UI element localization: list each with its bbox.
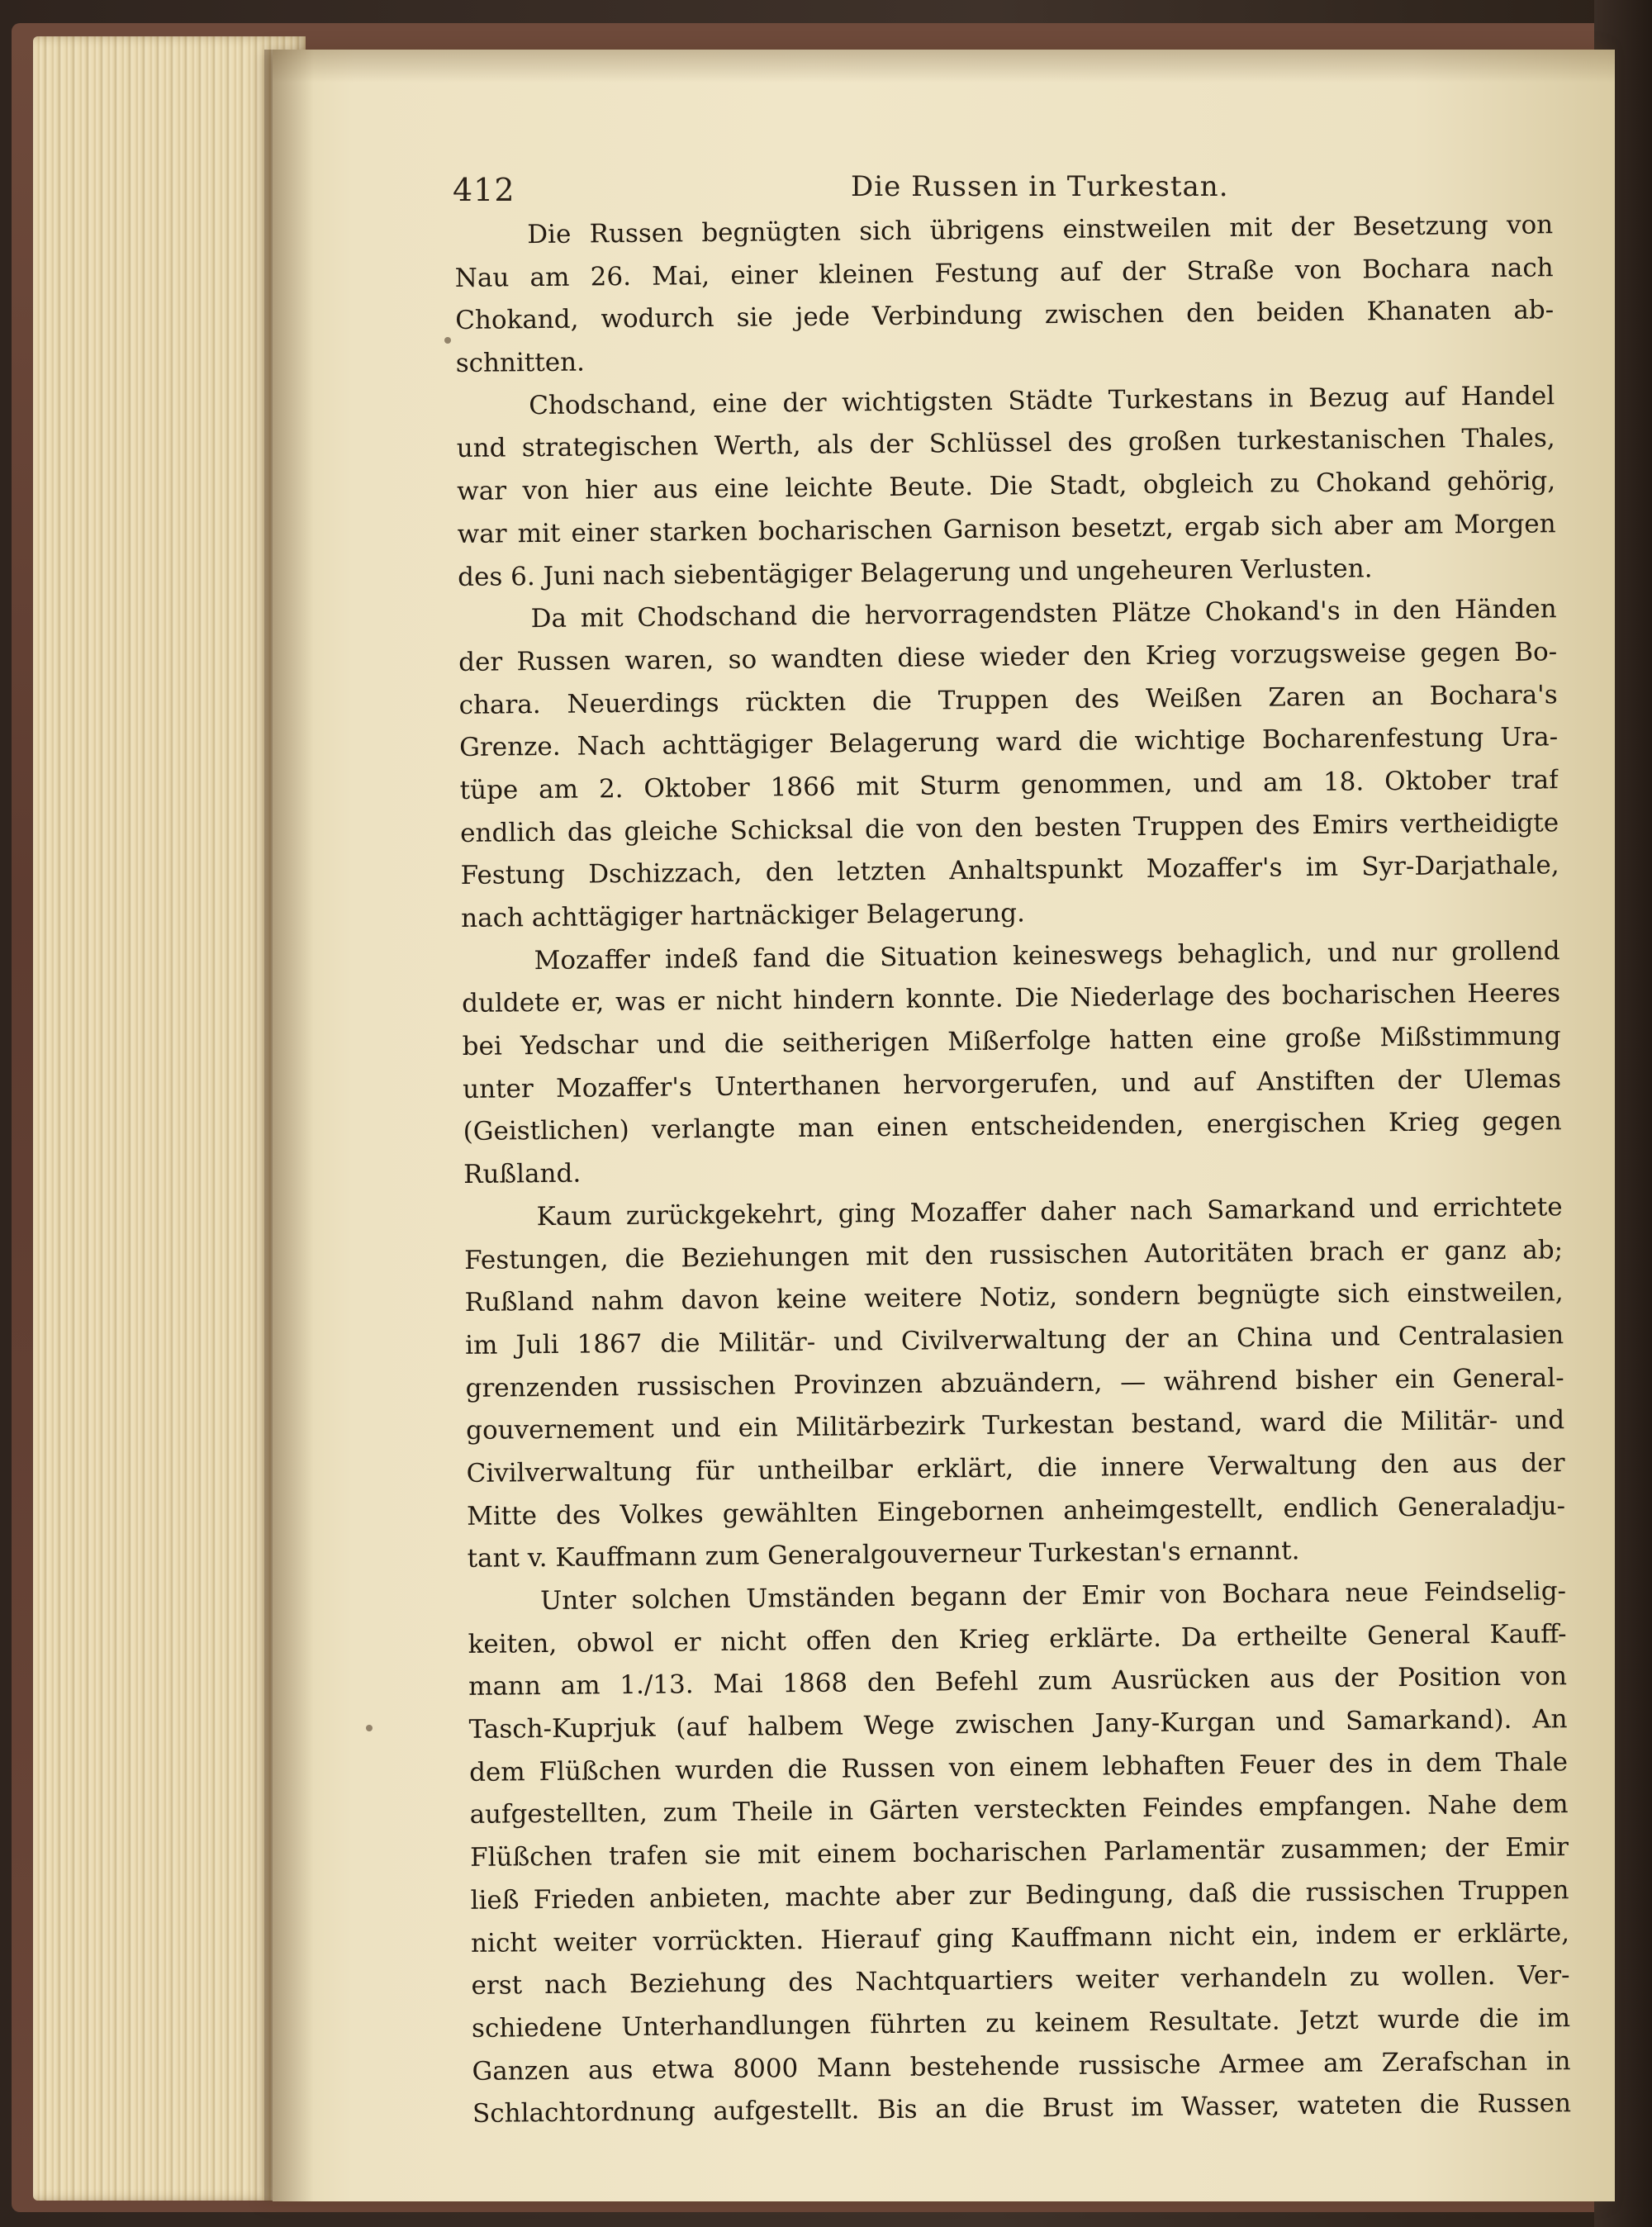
text-line: Unter solchen Umständen begann der Emir von Bochara neue Feindselig- (539, 1576, 1567, 1617)
text-line: Mozaffer indeß fand die Situation keineswegs behaglich, und nur grollend (534, 935, 1560, 976)
text-line: erst nach Beziehung des Nachtquartiers weiter verhandeln zu wollen. Ver- (471, 1960, 1570, 2001)
body-text (454, 204, 1571, 2136)
text-line: Ganzen aus etwa 8000 Mann bestehende russische Armee am Zerafschan in (472, 2045, 1571, 2087)
text-line: Festungen, die Beziehungen mit den russischen Autoritäten brach er ganz ab; (463, 1234, 1564, 1275)
text-line: im Juli 1867 die Militär- und Civilverwaltung der an China und Centralasien (464, 1320, 1564, 1360)
page-spine-shadow (264, 50, 314, 2201)
text-line: schnitten. (455, 347, 586, 379)
text-line: Tasch-Kuprjuk (auf halbem Wege zwischen Jany-Kurgan und Samarkand). An (468, 1704, 1568, 1745)
text-line: bei Yedschar und die seitherigen Mißerfolge hatten eine große Mißstimmung (462, 1021, 1561, 1062)
text-line: tant v. Kauffmann zum Generalgouverneur Turkestan's ernannt. (467, 1536, 1300, 1574)
text-line: Chokand, wodurch sie jede Verbindung zwischen den beiden Khanaten ab- (455, 295, 1555, 336)
text-line: grenzenden russischen Provinzen abzuändern, — während bisher ein General- (465, 1362, 1564, 1403)
text-line: ließ Frieden anbieten, machte aber zur Bedingung, daß die russischen Truppen (470, 1874, 1569, 1916)
text-line: Nau am 26. Mai, einer kleinen Festung auf der Straße von Bochara nach (454, 252, 1554, 293)
text-line: Die Russen begnügten sich übrigens einstweilen mit der Besetzung von (527, 210, 1554, 250)
text-line: chara. Neuerdings rückten die Truppen des Weißen Zaren an Bochara's (458, 679, 1558, 720)
text-line: Grenze. Nach achttägiger Belagerung ward die wichtige Bocharenfestung Ura- (459, 722, 1559, 763)
text-line: Schlachtordnung aufgestellt. Bis an die Brust im Wasser, wateten die Russen (472, 2088, 1572, 2130)
text-line: war von hier aus eine leichte Beute. Die Stadt, obgleich zu Chokand gehörig, (457, 466, 1556, 507)
text-line: Flüßchen trafen sie mit einem bocharischen Parlamentär zusammen; der Emir (469, 1832, 1569, 1873)
text-line: und strategischen Werth, als der Schlüssel des großen turkestanischen Thales, (456, 423, 1555, 464)
paragraph (463, 1186, 1565, 1581)
text-line: nach achttägiger hartnäckiger Belagerung. (461, 898, 1026, 933)
paragraph (456, 375, 1556, 599)
text-line: aufgestellten, zum Theile in Gärten versteckten Feindes empfangen. Nahe dem (469, 1789, 1569, 1831)
text-line: Mitte des Volkes gewählten Eingebornen anheimgestellt, endlich Generaladju- (466, 1490, 1566, 1531)
text-line: endlich das gleiche Schicksal die von den besten Truppen des Emirs vertheidigte (460, 807, 1559, 848)
text-line: war mit einer starken bocharischen Garnison besetzt, ergab sich aber am Morgen (457, 509, 1556, 549)
text-line: Chodschand, eine der wichtigsten Städte Turkestans in Bezug auf Handel (529, 380, 1555, 420)
text-line: duldete er, was er nicht hindern konnte. Die Niederlage des bocharischen Heeres (461, 978, 1561, 1019)
page-number: 412 (453, 172, 515, 208)
text-line: Rußland nahm davon keine weitere Notiz, sondern begnügte sich einstweilen, (464, 1277, 1564, 1318)
paper-speck (366, 1725, 373, 1731)
paragraph (468, 1570, 1571, 2136)
text-line: tüpe am 2. Oktober 1866 mit Sturm genommen, und am 18. Oktober traf (459, 765, 1559, 805)
text-line: Kaum zurückgekehrt, ging Mozaffer daher nach Samarkand und errichtete (536, 1191, 1563, 1232)
text-line: gouvernement und ein Militärbezirk Turkestan bestand, ward die Militär- und (465, 1405, 1565, 1446)
text-line: Da mit Chodschand die hervorragendsten Plätze Chokand's in den Händen (530, 594, 1557, 634)
text-line: Festung Dschizzach, den letzten Anhaltspunkt Mozaffer's im Syr-Darjathale, (460, 850, 1559, 891)
text-line: Civilverwaltung für untheilbar erklärt, die innere Verwaltung den aus der (466, 1448, 1565, 1489)
text-line: Rußland. (463, 1158, 582, 1190)
page-top-shadow (273, 50, 1615, 83)
text-line: keiten, obwol er nicht offen den Krieg erklärte. Da ertheilte General Kauff- (468, 1618, 1567, 1660)
text-line: der Russen waren, so wandten diese wieder den Krieg vorzugsweise gegen Bo- (458, 637, 1558, 677)
paper-speck (444, 337, 451, 344)
text-line: schiedene Unterhandlungen führten zu keinem Resultate. Jetzt wurde die im (471, 2003, 1571, 2044)
text-line: (Geistlichen) verlangte man einen entscheidenden, energischen Krieg gegen (463, 1106, 1562, 1147)
text-line: des 6. Juni nach siebentägiger Belagerung und ungeheuren Verlusten. (458, 553, 1373, 592)
text-line: unter Mozaffer's Unterthanen hervorgerufen, und auf Anstiften der Ulemas (462, 1063, 1562, 1104)
text-line: mann am 1./13. Mai 1868 den Befehl zum Ausrücken aus der Position von (468, 1661, 1568, 1702)
paragraph (454, 204, 1555, 386)
text-line: dem Flüßchen wurden die Russen von einem lebhaften Feuer des in dem Thale (468, 1746, 1569, 1788)
text-line: nicht weiter vorrückten. Hierauf ging Kauffmann nicht ein, indem er erklärte, (470, 1917, 1570, 1959)
paragraph (458, 588, 1559, 940)
running-head: Die Russen in Turkestan. (851, 170, 1229, 203)
paragraph (461, 930, 1562, 1197)
